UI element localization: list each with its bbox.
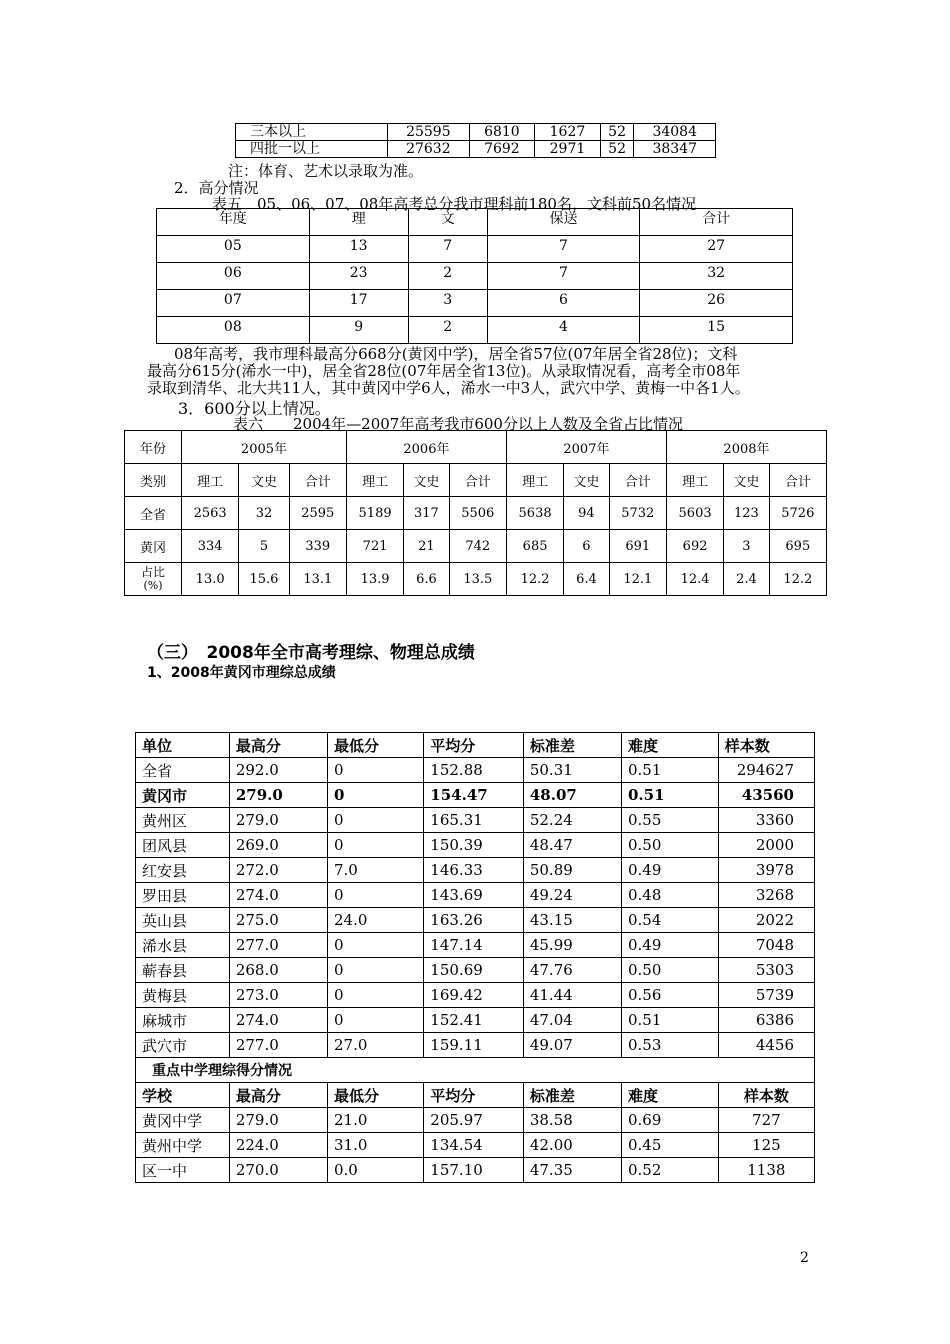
table-row: [157, 263, 793, 290]
table-cell: 26: [640, 290, 793, 317]
table-cell: 275.0: [229, 908, 327, 933]
table-cell: 1138: [718, 1158, 814, 1183]
table-cell: 2563: [182, 497, 239, 530]
table-cell: 169.42: [424, 983, 524, 1008]
table-cell: 理工: [506, 464, 563, 497]
table-cell: 合计: [609, 464, 666, 497]
table-cell: 94: [564, 497, 609, 530]
table-cell: 0.50: [621, 958, 718, 983]
table-cell: 团风县: [136, 833, 230, 858]
table-cell: 黄梅县: [136, 983, 230, 1008]
table-cell: 0: [327, 808, 423, 833]
table-cell: 2008年: [666, 431, 826, 464]
table-cell: 文史: [404, 464, 449, 497]
table-cell: 0: [327, 958, 423, 983]
table-cell: 13.0: [182, 563, 239, 596]
table-cell: 6: [487, 290, 640, 317]
table-row: [136, 1008, 815, 1033]
table6: [124, 430, 827, 596]
table-cell: 08: [157, 317, 310, 344]
table-cell: 3: [724, 530, 769, 563]
table-row: [236, 141, 716, 158]
table-cell: 274.0: [229, 1008, 327, 1033]
table-cell: 0: [327, 883, 423, 908]
table-cell: 159.11: [424, 1033, 524, 1058]
table-cell: 全省: [125, 497, 182, 530]
table-header-row: [136, 733, 815, 758]
table-cell: 0.51: [621, 783, 718, 808]
table-cell: 269.0: [229, 833, 327, 858]
table-cell: 32: [640, 263, 793, 290]
table-cell: 32: [239, 497, 289, 530]
table-cell: 文史: [239, 464, 289, 497]
table-cell: 05: [157, 236, 310, 263]
table-row: [125, 497, 827, 530]
table-cell: 5726: [769, 497, 826, 530]
table-cell: 272.0: [229, 858, 327, 883]
table-cell: 合计: [769, 464, 826, 497]
table-cell: 157.10: [424, 1158, 524, 1183]
table-cell: 合计: [449, 464, 506, 497]
table-header-row: [125, 464, 827, 497]
table-cell: 0.45: [621, 1133, 718, 1158]
table-cell: 合计: [289, 464, 346, 497]
table-row: [136, 783, 815, 808]
table-cell: 3: [408, 290, 487, 317]
table-cell: 06: [157, 263, 310, 290]
table-cell: 691: [609, 530, 666, 563]
table-cell: 13.9: [346, 563, 403, 596]
table-cell: 23: [309, 263, 408, 290]
para-line1: 08年高考，我市理科最高分668分(黄冈中学)，居全省57位(07年居全省28位)；文科: [174, 345, 738, 363]
table-cell: 红安县: [136, 858, 230, 883]
table-cell: 文: [408, 209, 487, 236]
table-header-row: [136, 1083, 815, 1108]
table-cell: 最低分: [327, 733, 423, 758]
table-cell: 21.0: [327, 1108, 423, 1133]
table-cell: 5732: [609, 497, 666, 530]
table-cell: 难度: [621, 1083, 718, 1108]
table-cell: 27: [640, 236, 793, 263]
table-row: [136, 808, 815, 833]
table-row: [157, 290, 793, 317]
table-cell: 13.5: [449, 563, 506, 596]
table-row: [136, 983, 815, 1008]
table-header-row: [125, 431, 827, 464]
table-cell: 2: [408, 263, 487, 290]
table-row: [157, 236, 793, 263]
table-cell: 150.69: [424, 958, 524, 983]
section2-title: 2．高分情况: [174, 179, 259, 197]
table-cell: 样本数: [718, 1083, 814, 1108]
table-cell: 2971: [535, 141, 601, 158]
table-row: [136, 858, 815, 883]
table-cell: 2005年: [182, 431, 347, 464]
table-cell: 25595: [388, 124, 470, 141]
table-cell: 平均分: [424, 1083, 524, 1108]
table-cell: 7: [487, 263, 640, 290]
table-cell: 152.41: [424, 1008, 524, 1033]
table-cell: 5638: [506, 497, 563, 530]
table-cell: 最高分: [229, 1083, 327, 1108]
table-cell: 5739: [718, 983, 814, 1008]
table-cell: 6.6: [404, 563, 449, 596]
table5: [156, 208, 793, 344]
table-header-row: [157, 209, 793, 236]
table-cell: 年度: [157, 209, 310, 236]
table-cell: 154.47: [424, 783, 524, 808]
table-cell: 7048: [718, 933, 814, 958]
table-cell: 727: [718, 1108, 814, 1133]
table-cell: 6.4: [564, 563, 609, 596]
table-cell: 279.0: [229, 1108, 327, 1133]
table-cell: 文史: [564, 464, 609, 497]
table-cell: 34084: [634, 124, 716, 141]
table-cell: 147.14: [424, 933, 524, 958]
table-cell: 3978: [718, 858, 814, 883]
table-cell: 蕲春县: [136, 958, 230, 983]
table-cell: 5189: [346, 497, 403, 530]
table-cell: 45.99: [523, 933, 621, 958]
table-cell: 334: [182, 530, 239, 563]
table6-caption: 表六 2004年—2007年高考我市600分以上人数及全省占比情况: [233, 415, 683, 433]
table-cell: 41.44: [523, 983, 621, 1008]
table-cell: 黄冈中学: [136, 1108, 230, 1133]
table-cell: 7.0: [327, 858, 423, 883]
table-cell: [125, 563, 182, 596]
table-cell: 52: [600, 124, 634, 141]
table-cell: 5303: [718, 958, 814, 983]
table-cell: 163.26: [424, 908, 524, 933]
table-cell: 黄冈市: [136, 783, 230, 808]
table-cell: 277.0: [229, 933, 327, 958]
table-cell: 146.33: [424, 858, 524, 883]
table-cell: 理工: [182, 464, 239, 497]
table-cell: 区一中: [136, 1158, 230, 1183]
table-cell: 保送: [487, 209, 640, 236]
table-cell: 7: [487, 236, 640, 263]
table-cell: 742: [449, 530, 506, 563]
table-cell: 1627: [535, 124, 601, 141]
table-cell: 0: [327, 983, 423, 1008]
table-cell: 3360: [718, 808, 814, 833]
table-row: [236, 124, 716, 141]
table-cell: 268.0: [229, 958, 327, 983]
table-cell: 279.0: [229, 808, 327, 833]
table-cell: 麻城市: [136, 1008, 230, 1033]
table-cell: 英山县: [136, 908, 230, 933]
ratio-label: 占比: [140, 565, 165, 579]
table-cell: 6810: [469, 124, 535, 141]
table-cell: 15: [640, 317, 793, 344]
table-cell: 四批一以上: [236, 141, 388, 158]
subheading1: 1、2008年黄冈市理综总成绩: [147, 665, 336, 681]
table-cell: 标准差: [523, 733, 621, 758]
table-cell: 2595: [289, 497, 346, 530]
table-cell: 43560: [718, 783, 814, 808]
table-cell: 理: [309, 209, 408, 236]
table-cell: 152.88: [424, 758, 524, 783]
heading3: （三） 2008年全市高考理综、物理总成绩: [147, 643, 475, 663]
table-cell: 695: [769, 530, 826, 563]
table-cell: 317: [404, 497, 449, 530]
table-cell: 123: [724, 497, 769, 530]
table-cell: 0: [327, 833, 423, 858]
table-cell: 0.52: [621, 1158, 718, 1183]
table-cell: 7: [408, 236, 487, 263]
table-cell: 134.54: [424, 1133, 524, 1158]
table-cell: 黄州中学: [136, 1133, 230, 1158]
table-cell: 279.0: [229, 783, 327, 808]
table-cell: 270.0: [229, 1158, 327, 1183]
table-cell: 难度: [621, 733, 718, 758]
table-cell: 2000: [718, 833, 814, 858]
table-cell: 样本数: [718, 733, 814, 758]
table-cell: 24.0: [327, 908, 423, 933]
table-cell: 2: [408, 317, 487, 344]
table-cell: 2.4: [724, 563, 769, 596]
table-cell: 15.6: [239, 563, 289, 596]
table-cell: 43.15: [523, 908, 621, 933]
table-cell: 5506: [449, 497, 506, 530]
table-cell: 38.58: [523, 1108, 621, 1133]
table-cell: 692: [666, 530, 723, 563]
note: 注：体育、艺术以录取为准。: [228, 162, 424, 180]
section3-title: 3．600分以上情况。: [178, 399, 331, 418]
table-cell: 年份: [125, 431, 182, 464]
table-cell: 文史: [724, 464, 769, 497]
table-row: [125, 530, 827, 563]
table-cell: 学校: [136, 1083, 230, 1108]
table-cell: 武穴市: [136, 1033, 230, 1058]
table-cell: 274.0: [229, 883, 327, 908]
table-row: [136, 1058, 815, 1083]
table-cell: 49.07: [523, 1033, 621, 1058]
table-cell: 339: [289, 530, 346, 563]
table-cell: 21: [404, 530, 449, 563]
table-cell: 黄冈: [125, 530, 182, 563]
table-cell: 48.47: [523, 833, 621, 858]
table-row: [136, 908, 815, 933]
table-cell: 0.50: [621, 833, 718, 858]
table-cell: 52: [600, 141, 634, 158]
table-cell: 224.0: [229, 1133, 327, 1158]
table-cell: 0.54: [621, 908, 718, 933]
table-cell: 最低分: [327, 1083, 423, 1108]
table-cell: 4: [487, 317, 640, 344]
table-cell: 0.53: [621, 1033, 718, 1058]
table-cell: 38347: [634, 141, 716, 158]
table-cell: 理工: [346, 464, 403, 497]
table-cell: 5603: [666, 497, 723, 530]
table-cell: 12.1: [609, 563, 666, 596]
table-cell: 0.48: [621, 883, 718, 908]
table-cell: 49.24: [523, 883, 621, 908]
table-row: [136, 1108, 815, 1133]
table-cell: 13: [309, 236, 408, 263]
page-number: 2: [800, 1250, 809, 1266]
table-cell: 143.69: [424, 883, 524, 908]
table-cell: 12.2: [769, 563, 826, 596]
table-cell: 2022: [718, 908, 814, 933]
table-cell: 205.97: [424, 1108, 524, 1133]
table-cell: 48.07: [523, 783, 621, 808]
table-cell: 最高分: [229, 733, 327, 758]
table-row: [136, 958, 815, 983]
table-row: [136, 1033, 815, 1058]
table-cell: 理工: [666, 464, 723, 497]
table-cell: 三本以上: [236, 124, 388, 141]
table-lizong: [135, 732, 815, 1183]
table-cell: 27632: [388, 141, 470, 158]
table-cell: 17: [309, 290, 408, 317]
table-cell: 52.24: [523, 808, 621, 833]
table-admission: [235, 123, 716, 158]
ratio-unit: (%): [143, 579, 163, 592]
table-cell: 0.49: [621, 858, 718, 883]
table-cell: 合计: [640, 209, 793, 236]
table-cell: 0.51: [621, 1008, 718, 1033]
table-cell: 0.69: [621, 1108, 718, 1133]
table-cell: 685: [506, 530, 563, 563]
table-cell: 类别: [125, 464, 182, 497]
table-row: [136, 1158, 815, 1183]
table-cell: 47.35: [523, 1158, 621, 1183]
table-cell: 27.0: [327, 1033, 423, 1058]
table-cell: 50.31: [523, 758, 621, 783]
table-cell: 0: [327, 758, 423, 783]
table-cell: 5: [239, 530, 289, 563]
table-row: [136, 933, 815, 958]
table-cell: 4456: [718, 1033, 814, 1058]
table-cell: 13.1: [289, 563, 346, 596]
table-cell: 0.51: [621, 758, 718, 783]
table-cell: 全省: [136, 758, 230, 783]
table-cell: 浠水县: [136, 933, 230, 958]
table-cell: 31.0: [327, 1133, 423, 1158]
table-cell: 292.0: [229, 758, 327, 783]
table-cell: 277.0: [229, 1033, 327, 1058]
table-cell: 0.49: [621, 933, 718, 958]
table-cell: 黄州区: [136, 808, 230, 833]
table-cell: 标准差: [523, 1083, 621, 1108]
table-cell: 294627: [718, 758, 814, 783]
table-cell: 2007年: [506, 431, 666, 464]
table-cell: 12.2: [506, 563, 563, 596]
table-cell: 07: [157, 290, 310, 317]
table-cell: 平均分: [424, 733, 524, 758]
table-cell: 3268: [718, 883, 814, 908]
table-cell: 721: [346, 530, 403, 563]
table-row: [125, 563, 827, 596]
para-line3: 录取到清华、北大共11人，其中黄冈中学6人，浠水一中3人，武穴中学、黄梅一中各1人。: [147, 379, 750, 397]
table-cell: 单位: [136, 733, 230, 758]
table5-caption: 表五 05、06、07、08年高考总分我市理科前180名，文科前50名情况: [212, 195, 697, 213]
table-cell: 重点中学理综得分情况: [136, 1058, 815, 1083]
table-cell: 0.55: [621, 808, 718, 833]
table-cell: 273.0: [229, 983, 327, 1008]
table-cell: 9: [309, 317, 408, 344]
table-cell: 6: [564, 530, 609, 563]
table-row: [136, 883, 815, 908]
table-cell: 165.31: [424, 808, 524, 833]
table-cell: 125: [718, 1133, 814, 1158]
table-cell: 0: [327, 1008, 423, 1033]
table-row: [136, 833, 815, 858]
table-cell: 0.0: [327, 1158, 423, 1183]
table-cell: 50.89: [523, 858, 621, 883]
table-cell: 42.00: [523, 1133, 621, 1158]
table-row: [157, 317, 793, 344]
table-row: [136, 758, 815, 783]
table-cell: 150.39: [424, 833, 524, 858]
table-cell: 7692: [469, 141, 535, 158]
table-row: [136, 1133, 815, 1158]
table-cell: 0: [327, 933, 423, 958]
table-cell: 罗田县: [136, 883, 230, 908]
table-cell: 0.56: [621, 983, 718, 1008]
table-cell: 47.76: [523, 958, 621, 983]
para-line2: 最高分615分(浠水一中)，居全省28位(07年居全省13位)。从录取情况看，高考全市08年: [147, 362, 741, 380]
table-cell: 12.4: [666, 563, 723, 596]
table-cell: 0: [327, 783, 423, 808]
table-cell: 6386: [718, 1008, 814, 1033]
table-cell: 47.04: [523, 1008, 621, 1033]
table-cell: 2006年: [346, 431, 506, 464]
